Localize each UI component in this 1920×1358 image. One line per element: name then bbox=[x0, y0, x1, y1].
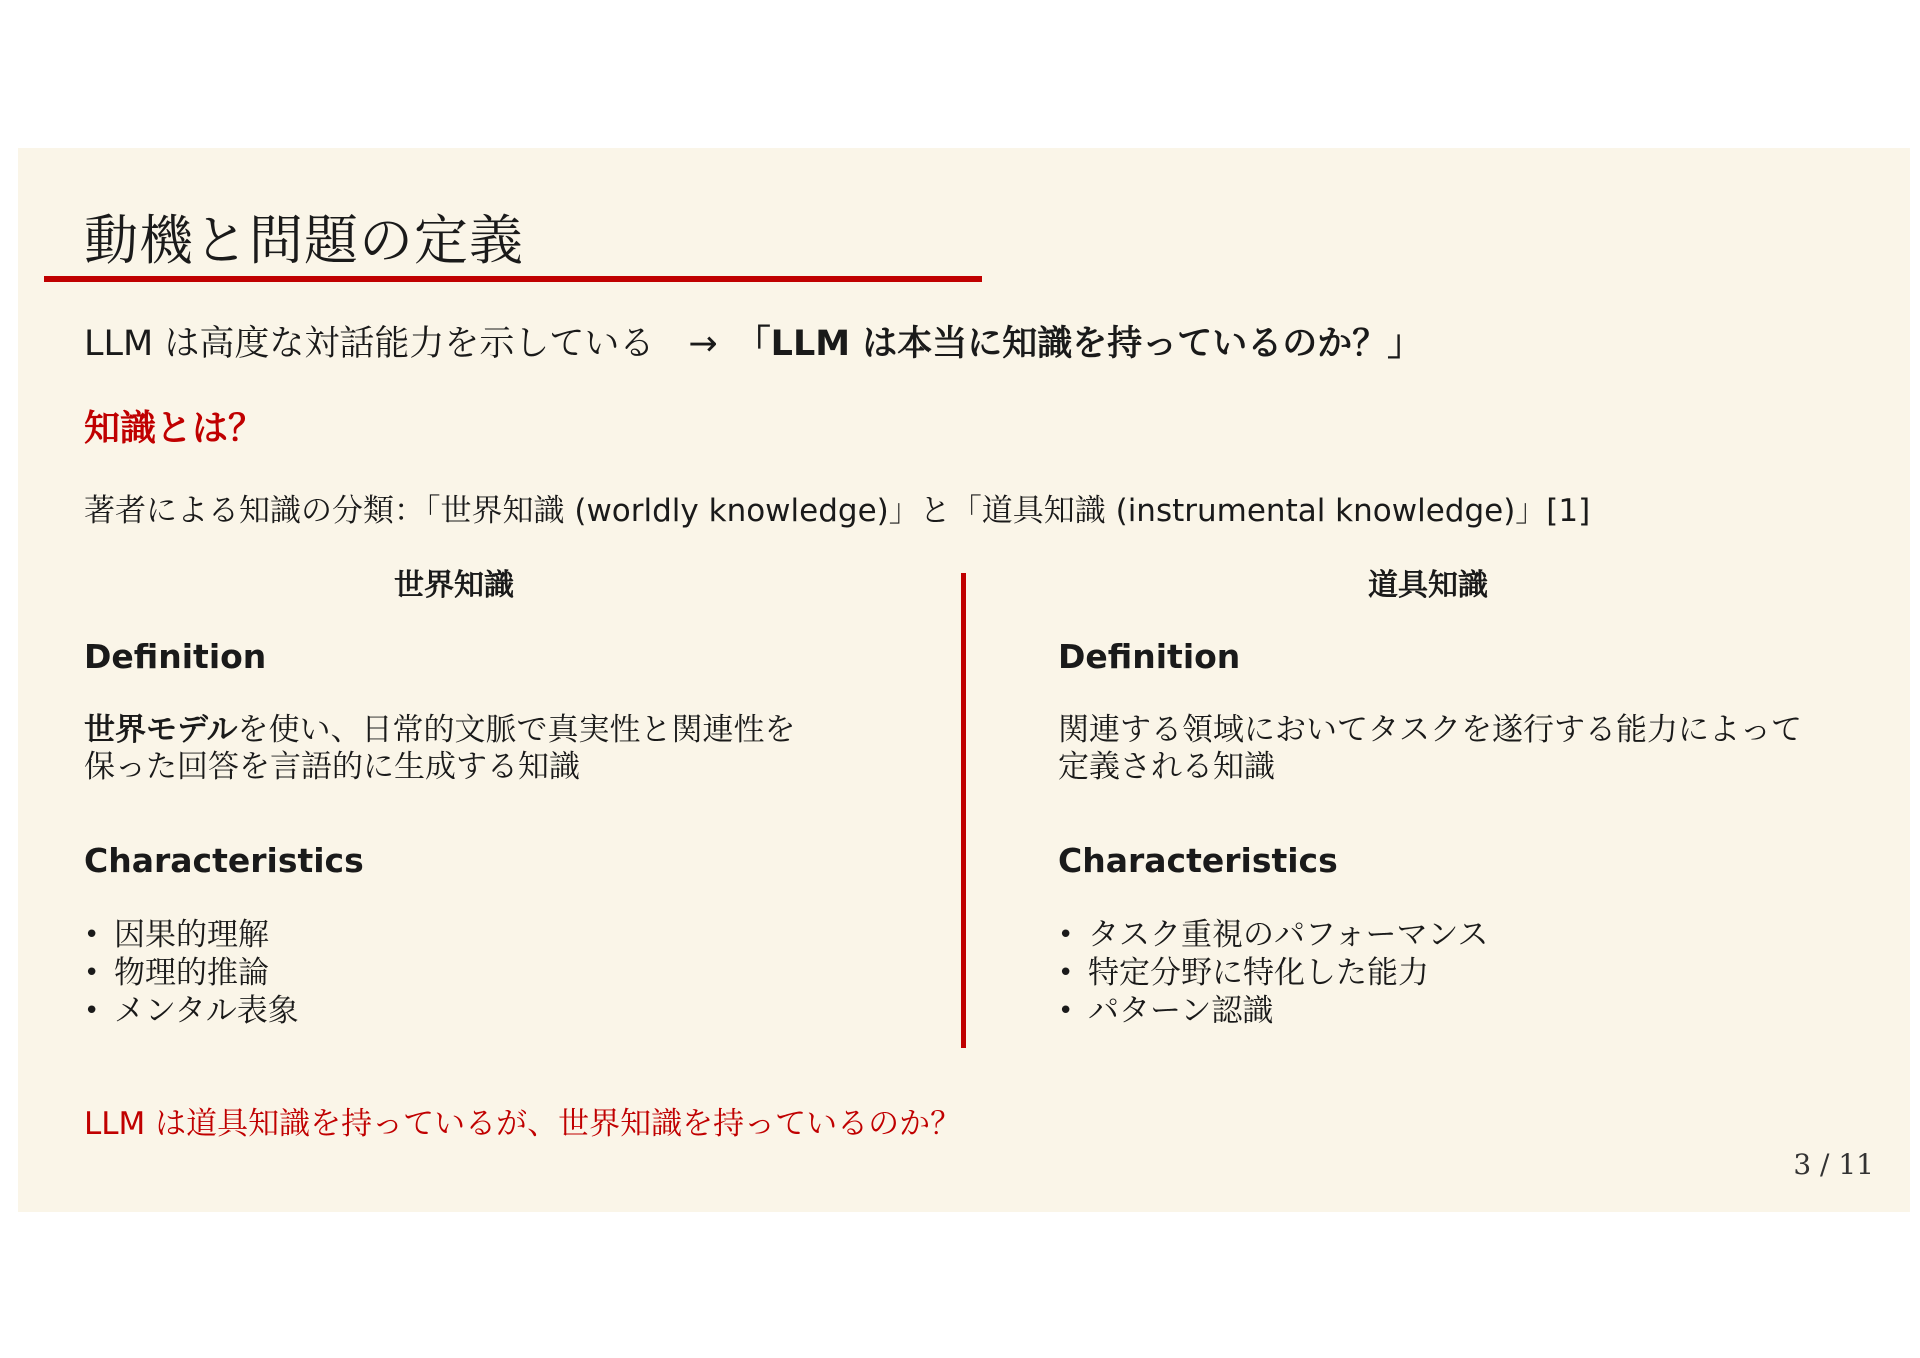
title-underline bbox=[44, 276, 982, 282]
characteristics-list bbox=[84, 916, 924, 1030]
column-heading: 道具知識 bbox=[1368, 568, 1488, 603]
definition-line-2: 保った回答を言語的に生成する知識 bbox=[84, 749, 580, 785]
list-item bbox=[1058, 992, 1898, 1030]
definition-label: Definition bbox=[1058, 637, 1241, 676]
list-item-text: 特定分野に特化した能力 bbox=[1088, 955, 1429, 991]
characteristics-label: Characteristics bbox=[1058, 841, 1338, 880]
list-item bbox=[84, 992, 924, 1030]
list-item bbox=[1058, 916, 1898, 954]
definition-bold-term: 世界モデル bbox=[84, 712, 238, 748]
subheading: 知識とは？ bbox=[84, 408, 265, 449]
bullet-icon: • bbox=[84, 958, 100, 988]
definition-text bbox=[1058, 712, 1898, 824]
characteristics-label: Characteristics bbox=[84, 841, 364, 880]
column-heading: 世界知識 bbox=[394, 568, 514, 603]
definition-line-1: 関連する領域においてタスクを遂行する能力によって bbox=[1058, 712, 1802, 748]
definition-label: Definition bbox=[84, 637, 267, 676]
list-item-text: メンタル表象 bbox=[114, 993, 299, 1029]
characteristics-list bbox=[1058, 916, 1898, 1030]
classification-text: 著者による知識の分類：「世界知識 (worldly knowledge)」と「道具知識 (instrumental knowledge)」[1] bbox=[84, 493, 1591, 529]
list-item-text: 因果的理解 bbox=[114, 917, 269, 953]
list-item-text: 物理的推論 bbox=[114, 955, 269, 991]
list-item-text: タスク重視のパフォーマンス bbox=[1088, 917, 1489, 953]
intro-statement: LLM は高度な対話能力を示している bbox=[84, 324, 655, 364]
slide bbox=[18, 148, 1910, 1212]
conclusion-question: LLM は道具知識を持っているが、世界知識を持っているのか？ bbox=[84, 1106, 962, 1142]
intro-line bbox=[84, 316, 1422, 366]
bullet-icon: • bbox=[84, 920, 100, 950]
definition-text bbox=[84, 712, 924, 824]
definition-line-1: を使い、日常的文脈で真実性と関連性を bbox=[237, 712, 796, 748]
list-item bbox=[84, 954, 924, 992]
bullet-icon: • bbox=[1058, 920, 1074, 950]
bullet-icon: • bbox=[1058, 996, 1074, 1026]
list-item bbox=[1058, 954, 1898, 992]
column-divider bbox=[961, 573, 966, 1048]
arrow-icon: → bbox=[688, 324, 718, 364]
instrumental-knowledge-column bbox=[1058, 560, 1898, 1030]
bullet-icon: • bbox=[84, 996, 100, 1026]
page-number: 3 / 11 bbox=[1793, 1148, 1874, 1181]
worldly-knowledge-column bbox=[84, 560, 924, 1030]
bullet-icon: • bbox=[1058, 958, 1074, 988]
slide-title: 動機と問題の定義 bbox=[84, 209, 524, 272]
list-item bbox=[84, 916, 924, 954]
list-item-text: パターン認識 bbox=[1088, 993, 1274, 1029]
intro-question: 「LLM は本当に知識を持っているのか？」 bbox=[735, 324, 1423, 364]
definition-line-2: 定義される知識 bbox=[1058, 749, 1275, 785]
